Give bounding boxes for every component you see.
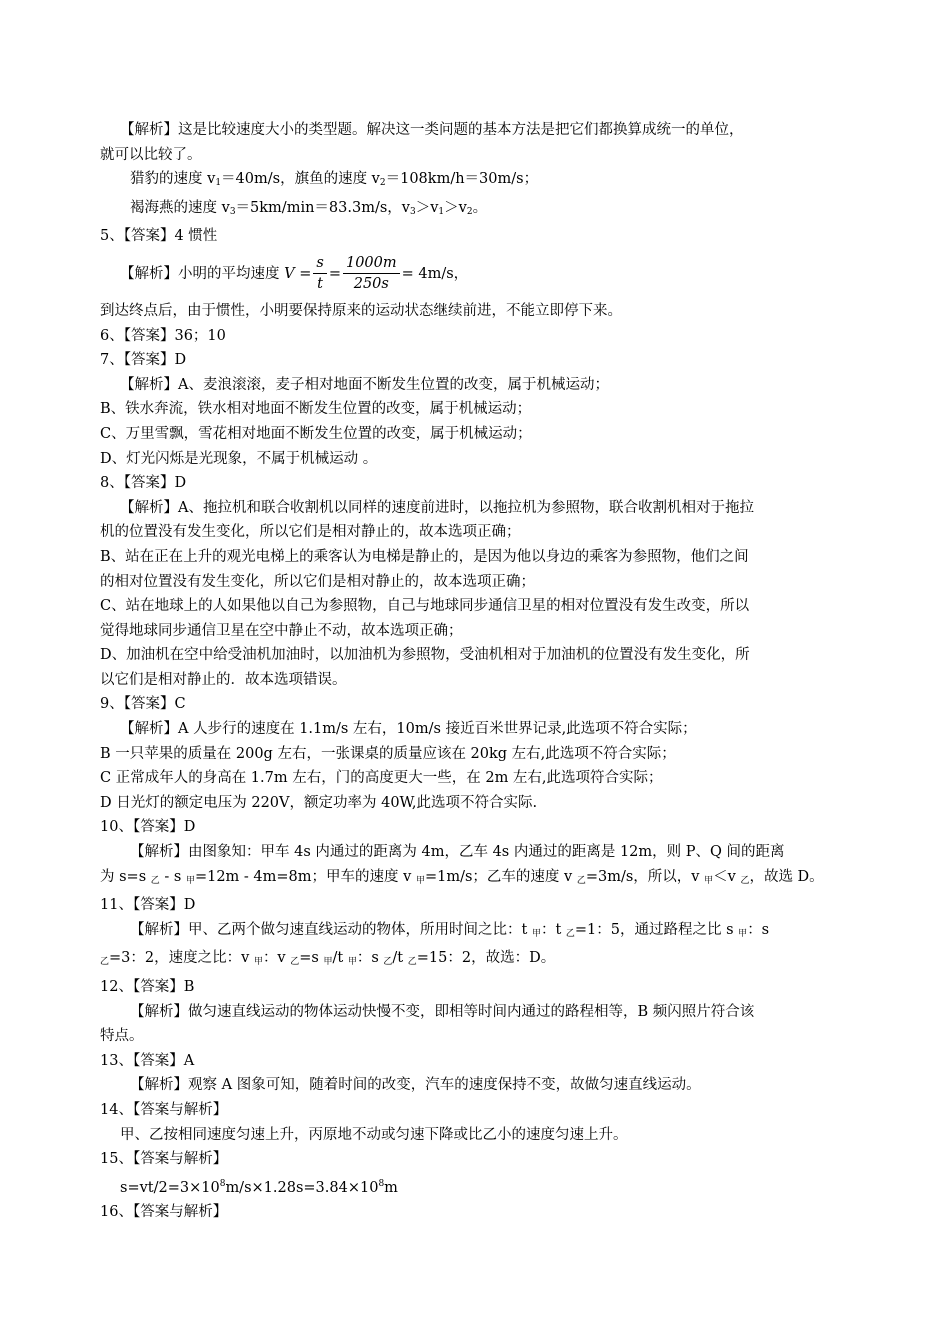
- text-line: 就可以比较了。: [100, 146, 202, 163]
- text-line: 褐海燕的速度 $v_3=5km/\min=83.3m/s$，$v_3>v_1>v_2$。: [130, 199, 488, 217]
- text-line: C、站在地球上的人如果他以自己为参照物，自己与地球同步通信卫星的相对位置没有发生改变，所以: [100, 598, 750, 615]
- text-line: 到达终点后，由于惯性，小明要保持原来的运动状态继续前进，不能立即停下来。: [100, 302, 622, 319]
- answer-heading-7: 7、【答案】D: [100, 352, 187, 369]
- answer-heading-10: 10、【答案】D: [100, 819, 196, 836]
- text-line: 【解析】A、拖拉机和联合收割机以同样的速度前进时，以拖拉机为参照物，联合收割机相对于拖拉: [120, 499, 754, 516]
- text-line: 【解析】做匀速直线运动的物体运动快慢不变，即相等时间内通过的路程相等，B 频闪照片符合该: [130, 1003, 755, 1020]
- answer-heading-9: 9、【答案】C: [100, 696, 186, 713]
- formula-line: $s=vt/2=3\times 10^8m/s\times 1.28s=3.84\times 10^8m$: [120, 1178, 398, 1196]
- text-line: 的相对位置没有发生变化，所以它们是相对静止的，故本选项正确；: [100, 573, 535, 590]
- text-line: D、灯光闪烁是光现象，不属于机械运动 。: [100, 450, 378, 467]
- text-line: 以它们是相对静止的．故本选项错误。: [100, 671, 347, 688]
- answer-heading-12: 12、【答案】B: [100, 979, 195, 995]
- answer-heading-15: 15、【答案与解析】: [100, 1151, 228, 1168]
- text-line: 【解析】甲、乙两个做匀速直线运动的物体，所用时间之比：t $_甲$：t $_乙$=1：5，通过路程之比 s $_甲$：s: [130, 921, 770, 939]
- text-line: D、加油机在空中给受油机加油时，以加油机为参照物，受油机相对于加油机的位置没有发生变化，所: [100, 647, 750, 664]
- text-line: B、铁水奔流，铁水相对地面不断发生位置的改变，属于机械运动；: [100, 401, 532, 418]
- text-line: 觉得地球同步通信卫星在空中静止不动，故本选项正确；: [100, 622, 463, 639]
- text-line: 【解析】A、麦浪滚滚，麦子相对地面不断发生位置的改变，属于机械运动；: [120, 376, 609, 393]
- text-line: $_乙$=3：2，速度之比：v $_甲$：v $_乙$=s $_甲$/t $_甲$：s $_乙$/t $_乙$=15：2，故选：D。: [100, 950, 556, 968]
- text-line: 甲、乙按相同速度匀速上升，丙原地不动或匀速下降或比乙小的速度匀速上升。: [120, 1126, 628, 1143]
- text-line: 为 s=s $_乙$ - s $_甲$=12m - 4m=8m；甲车的速度 v $_甲$=1m/s；乙车的速度 v $_乙$=3m/s，所以，v $_甲$＜v $_乙$，故选 D。: [100, 868, 824, 886]
- answer-text: [100, 118, 860, 1225]
- answer-heading-6: 6、【答案】36；10: [100, 327, 226, 344]
- answer-heading-11: 11、【答案】D: [100, 897, 196, 914]
- text-line: 【解析】这是比较速度大小的类型题。解决这一类问题的基本方法是把它们都换算成统一的单位，: [120, 122, 744, 138]
- fraction-s-over-t: $\frac{s}{t}$: [313, 253, 326, 294]
- answer-heading-5: 5、【答案】4 惯性: [100, 228, 218, 245]
- equation-line: 【解析】小明的平均速度 V = $\frac{s}{t}$ = $\frac{1000m}{250s}$ = 4m/s，: [120, 255, 469, 293]
- text-line: 特点。: [100, 1028, 144, 1045]
- answer-heading-16: 16、【答案与解析】: [100, 1204, 228, 1221]
- text-line: 猎豹的速度 $v_1=40m/s$，旗鱼的速度 $v_2=108km/h=30m/s$；: [130, 171, 539, 189]
- text-line: C 正常成年人的身高在 1.7m 左右，门的高度更大一些，在 2m 左右,此选项符合实际；: [100, 770, 663, 787]
- answer-heading-13: 13、【答案】A: [100, 1052, 195, 1069]
- answer-heading-14: 14、【答案与解析】: [100, 1101, 228, 1118]
- text-line: B 一只苹果的质量在 200g 左右，一张课桌的质量应该在 20kg 左右,此选项不符合实际；: [100, 745, 676, 762]
- text-line: 【解析】A 人步行的速度在 1.1m/s 左右，10m/s 接近百米世界记录,此选项不符合实际；: [120, 721, 697, 738]
- fraction-1000m-over-250s: $\frac{1000m}{250s}$: [343, 253, 400, 294]
- text-line: C、万里雪飘，雪花相对地面不断发生位置的改变，属于机械运动；: [100, 425, 532, 442]
- text-line: 机的位置没有发生变化，所以它们是相对静止的，故本选项正确；: [100, 524, 521, 541]
- text-line: 【解析】由图象知：甲车 4s 内通过的距离为 4m，乙车 4s 内通过的距离是 12m，则 P、Q 间的距离: [130, 844, 785, 861]
- text-line: D 日光灯的额定电压为 220V，额定功率为 40W,此选项不符合实际.: [100, 794, 538, 811]
- text-line: B、站在正在上升的观光电梯上的乘客认为电梯是静止的，是因为他以身边的乘客为参照物，他们之间: [100, 548, 749, 565]
- text-line: 【解析】观察 A 图象可知，随着时间的改变，汽车的速度保持不变，故做匀速直线运动。: [130, 1077, 701, 1094]
- answer-heading-8: 8、【答案】D: [100, 475, 187, 492]
